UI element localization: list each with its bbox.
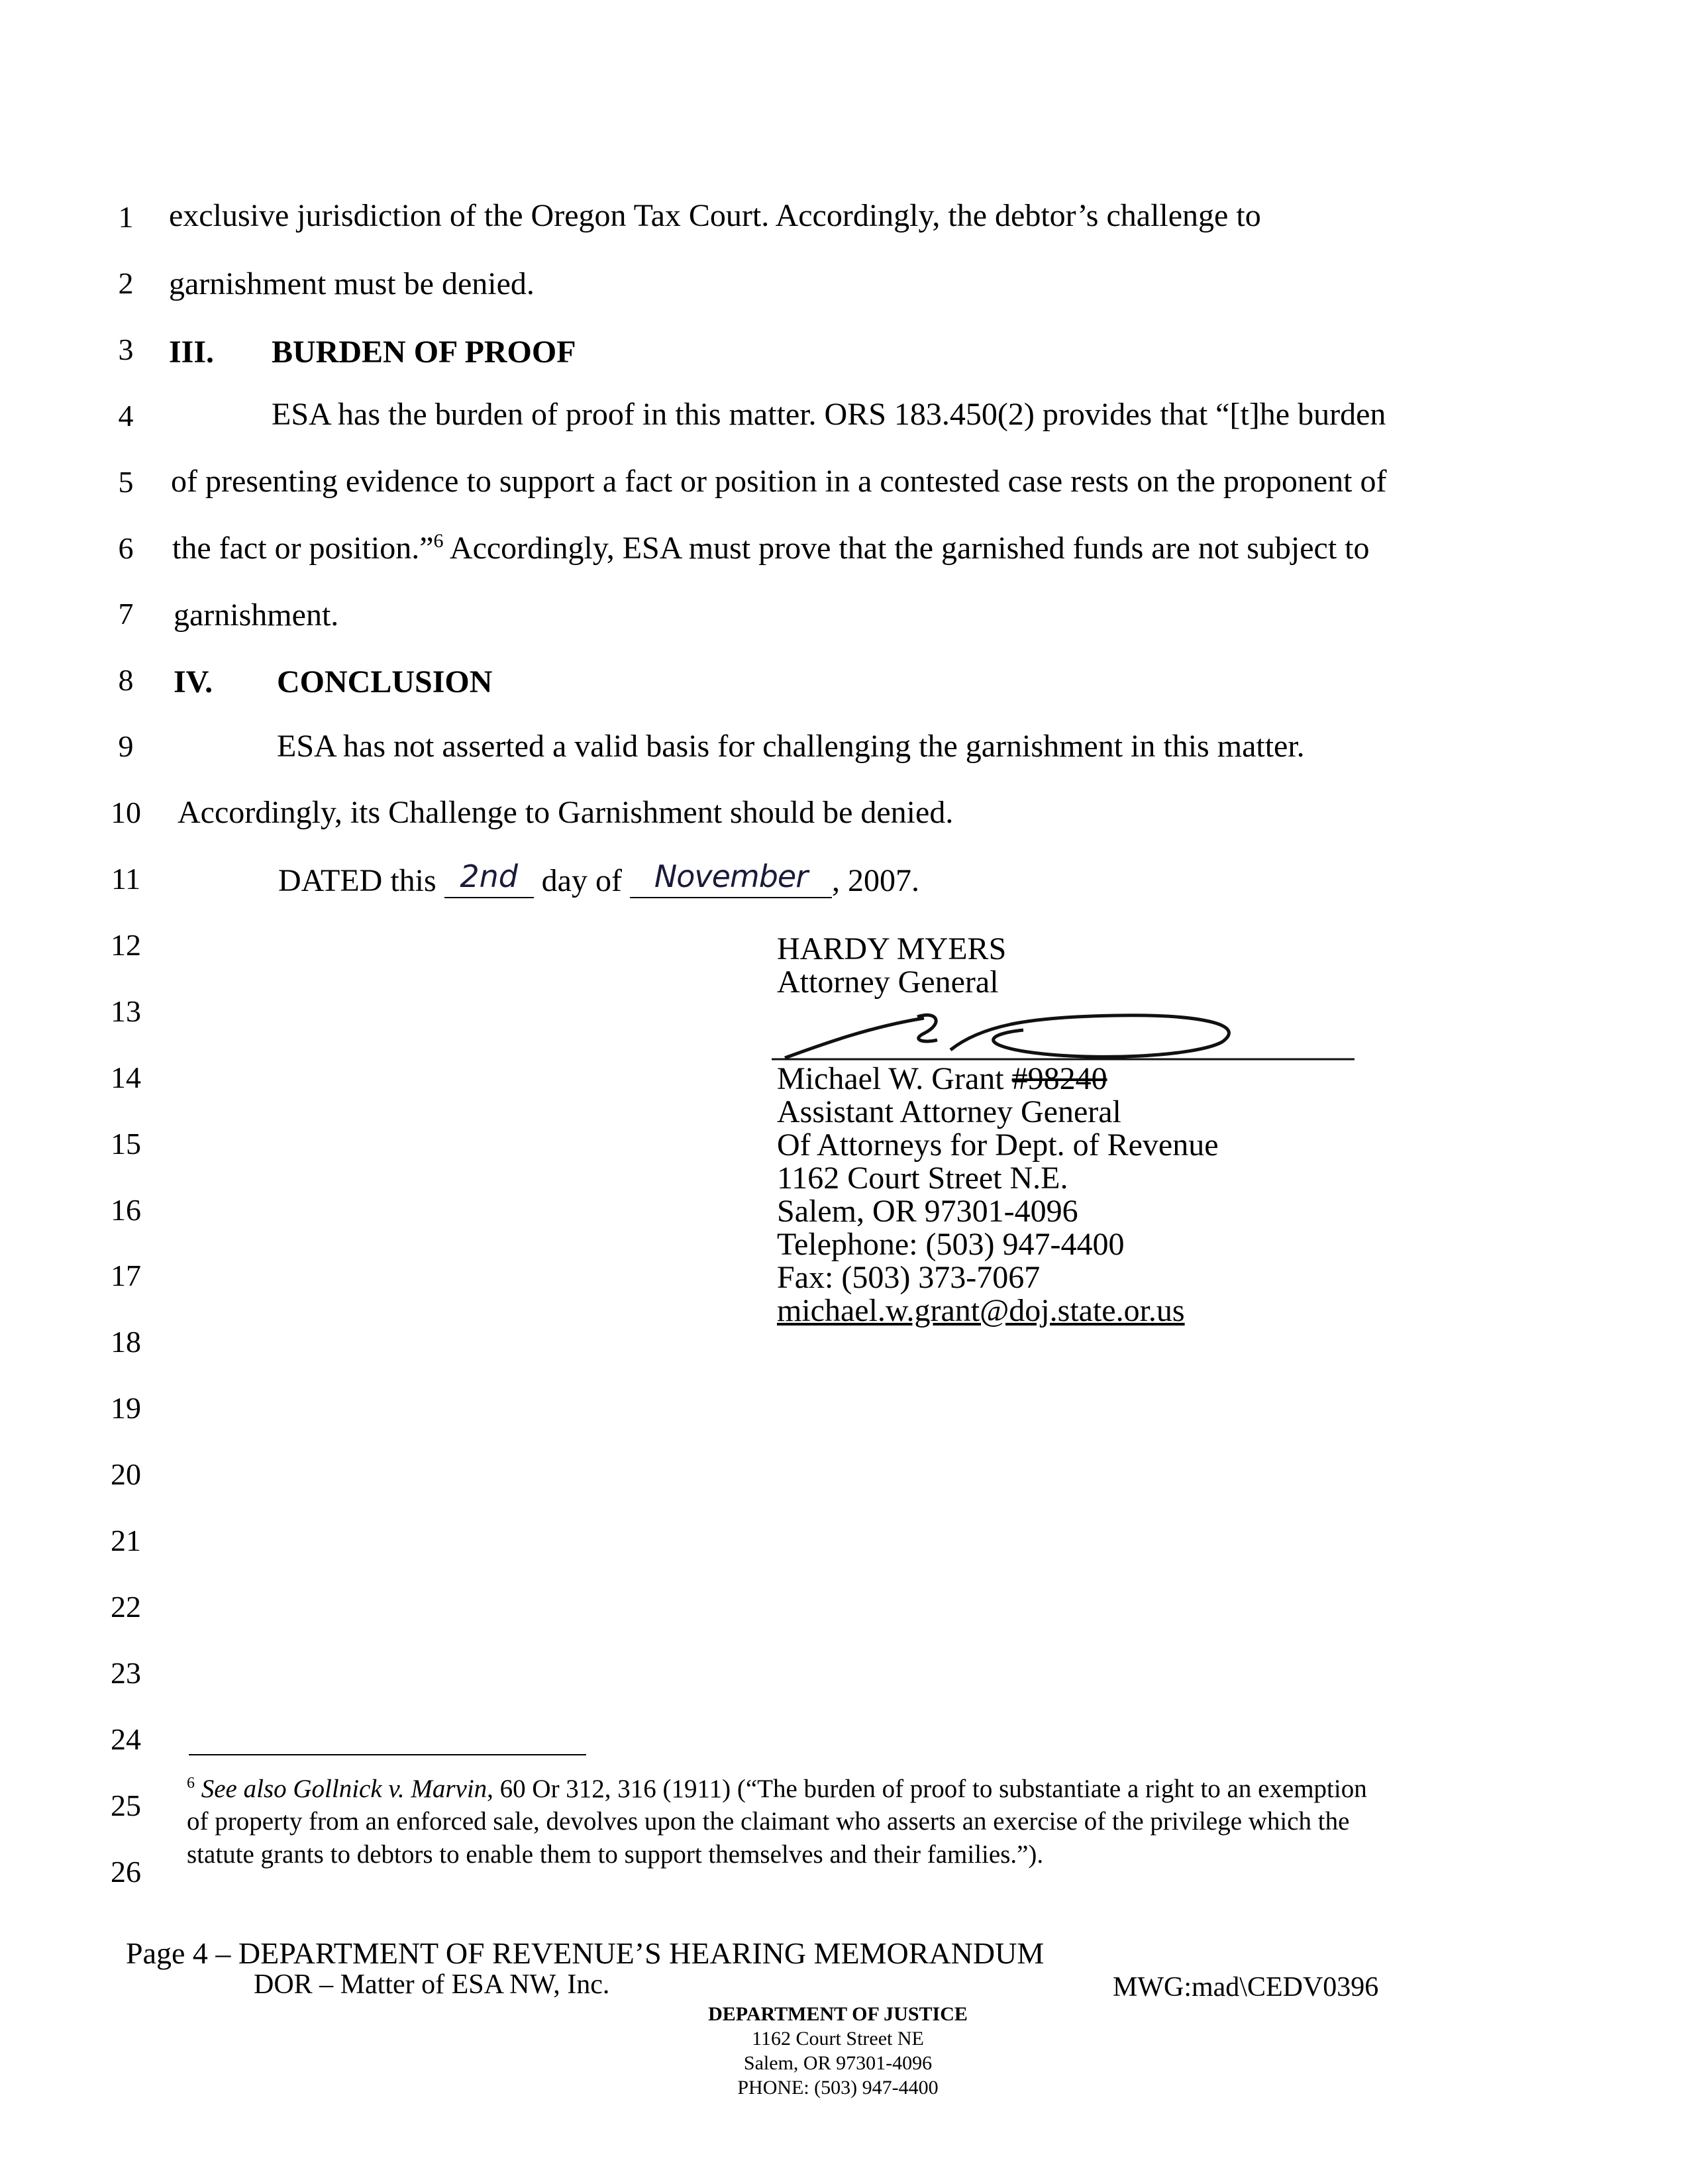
footer-page-title: Page 4 – DEPARTMENT OF REVENUE’S HEARING MEMORANDUM xyxy=(126,1936,1045,1970)
body-line-6-start: the fact or position.” xyxy=(172,531,434,566)
dated-month-handwritten: November xyxy=(654,858,808,894)
line-number: 12 xyxy=(111,927,141,962)
section-title-conclusion: CONCLUSION xyxy=(277,664,493,700)
signer-of-attorneys: Of Attorneys for Dept. of Revenue xyxy=(777,1127,1219,1163)
footnote-line-1-rest: , 60 Or 312, 316 (1911) (“The burden of proof to substantiate a right to an exemption xyxy=(487,1775,1367,1803)
bar-number: #98240 xyxy=(1011,1061,1107,1096)
signer-telephone: Telephone: (503) 947-4400 xyxy=(777,1227,1125,1262)
signer-title-assistant: Assistant Attorney General xyxy=(777,1094,1121,1129)
dated-day-blank xyxy=(444,858,534,898)
dated-line xyxy=(278,858,919,898)
signer-address-street: 1162 Court Street N.E. xyxy=(777,1161,1068,1196)
signer-address-city: Salem, OR 97301-4096 xyxy=(777,1194,1078,1229)
line-number: 26 xyxy=(111,1854,141,1889)
section-title-burden-of-proof: BURDEN OF PROOF xyxy=(272,335,576,370)
body-line-2: garnishment must be denied. xyxy=(169,266,535,301)
body-line-5: of presenting evidence to support a fact or position in a contested case rests on the proponent of xyxy=(171,464,1387,499)
line-number: 16 xyxy=(111,1192,141,1227)
line-number: 2 xyxy=(118,266,134,300)
doj-address-city: Salem, OR 97301-4096 xyxy=(743,2052,933,2074)
line-number: 3 xyxy=(118,332,134,366)
line-number: 18 xyxy=(111,1325,141,1359)
body-line-6 xyxy=(172,531,1370,564)
signer-title-attorney-general: Attorney General xyxy=(777,964,999,1000)
footnote-marker: 6 xyxy=(187,1775,195,1792)
line-number: 10 xyxy=(111,796,141,830)
line-number: 23 xyxy=(111,1655,141,1690)
body-line-6-end: Accordingly, ESA must prove that the garnished funds are not subject to xyxy=(443,531,1370,566)
line-number: 1 xyxy=(118,200,134,234)
footnote-line-1 xyxy=(187,1775,1367,1802)
line-number: 7 xyxy=(118,597,134,631)
body-line-10: Accordingly, its Challenge to Garnishment should be denied. xyxy=(178,795,954,830)
signer-name-michael: Michael W. Grant xyxy=(777,1061,1004,1096)
line-number: 15 xyxy=(111,1126,141,1161)
line-number: 14 xyxy=(111,1060,141,1094)
footnote-line-2: of property from an enforced sale, devolves upon the claimant who asserts an exercise of the privilege which the xyxy=(187,1807,1350,1836)
body-line-4: ESA has the burden of proof in this matter. ORS 183.450(2) provides that “[t]he burden xyxy=(272,397,1386,432)
line-number: 24 xyxy=(111,1722,141,1756)
footnote-ref-6: 6 xyxy=(433,530,444,552)
line-number: 13 xyxy=(111,994,141,1028)
body-line-7: garnishment. xyxy=(174,598,339,633)
body-line-1: exclusive jurisdiction of the Oregon Tax Court. Accordingly, the debtor’s challenge to xyxy=(169,198,1261,233)
dated-suffix: , 2007. xyxy=(831,863,919,898)
line-number: 20 xyxy=(111,1457,141,1492)
line-number: 21 xyxy=(111,1524,141,1557)
signer-fax: Fax: (503) 373-7067 xyxy=(777,1260,1041,1295)
doj-phone: PHONE: (503) 947-4400 xyxy=(737,2077,939,2099)
body-line-9: ESA has not asserted a valid basis for challenging the garnishment in this matter. xyxy=(277,729,1305,764)
line-number: 6 xyxy=(118,531,134,565)
dated-day-handwritten: 2nd xyxy=(460,858,518,894)
line-number: 9 xyxy=(118,729,134,764)
footnote-line-3: statute grants to debtors to enable them to support themselves and their families.”). xyxy=(187,1840,1044,1869)
doj-name: DEPARTMENT OF JUSTICE xyxy=(708,2003,968,2025)
dated-month-blank xyxy=(630,858,832,898)
footnote-citation: See also Gollnick v. Marvin xyxy=(201,1775,487,1803)
line-number: 22 xyxy=(111,1589,141,1624)
line-number: 8 xyxy=(118,663,134,698)
footnote-divider xyxy=(189,1754,586,1755)
section-number-iii: III. xyxy=(169,335,215,370)
dated-prefix: DATED this xyxy=(278,863,436,898)
signer-name-attorney-general: HARDY MYERS xyxy=(777,931,1007,966)
line-number: 25 xyxy=(111,1788,141,1822)
line-number: 17 xyxy=(111,1259,141,1293)
signer-name-assistant xyxy=(777,1063,1107,1096)
section-number-iv: IV. xyxy=(174,664,213,700)
line-number: 19 xyxy=(111,1391,141,1426)
line-number: 4 xyxy=(118,398,134,433)
footer-subtitle: DOR – Matter of ESA NW, Inc. xyxy=(254,1969,610,2000)
signer-email-link[interactable]: michael.w.grant@doj.state.or.us xyxy=(777,1293,1185,1328)
doj-address-street: 1162 Court Street NE xyxy=(752,2028,924,2050)
dated-mid: day of xyxy=(541,863,622,898)
line-number: 11 xyxy=(111,862,141,896)
line-number: 5 xyxy=(118,464,134,499)
footer-document-code: MWG:mad\CEDV0396 xyxy=(1113,1972,1379,2002)
